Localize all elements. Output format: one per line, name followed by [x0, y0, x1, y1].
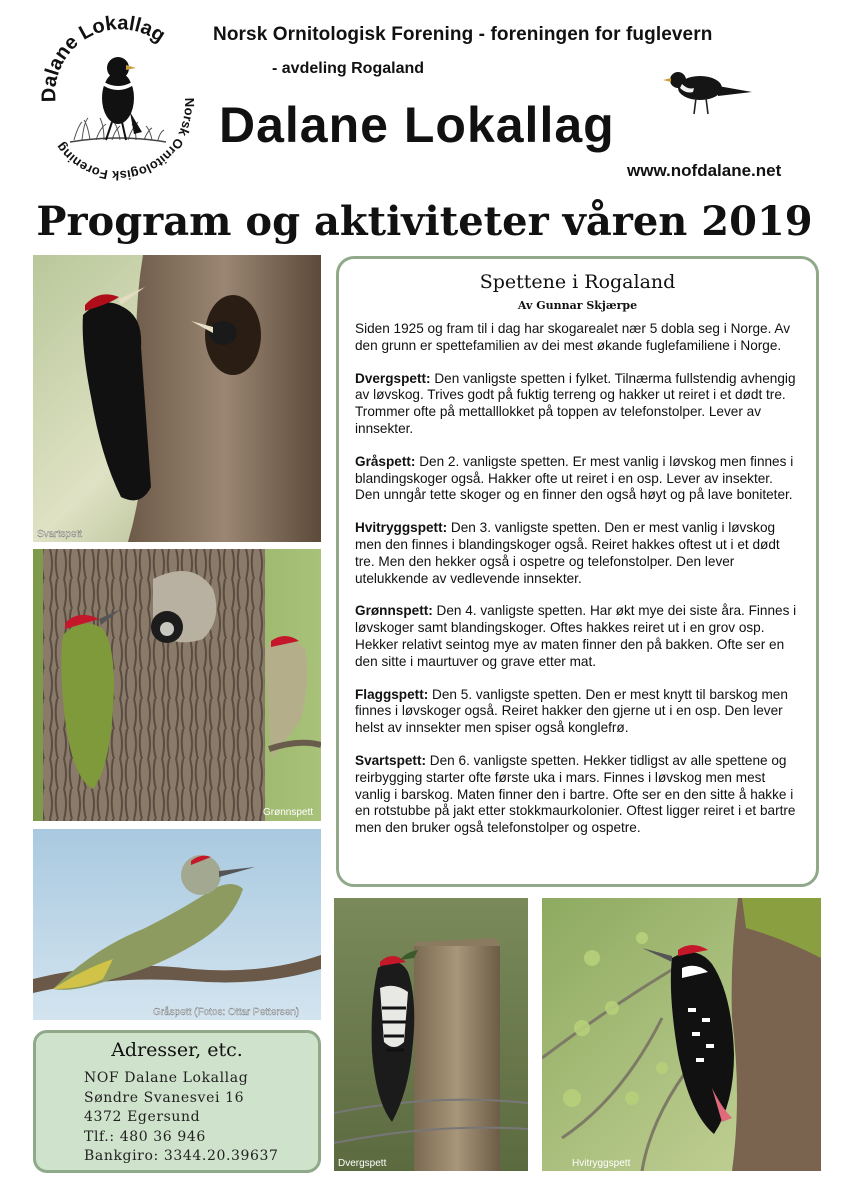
- address-line: Søndre Svanesvei 16: [84, 1089, 245, 1106]
- caption-gronnspett: Grønnspett: [263, 807, 314, 818]
- section-name: Gråspett:: [355, 453, 416, 469]
- article-section: [355, 371, 800, 438]
- section-name: Flaggspett:: [355, 686, 429, 702]
- photo-graspett: [33, 829, 321, 1020]
- logo: [34, 12, 204, 192]
- section-name: Grønnspett:: [355, 603, 433, 619]
- website-link[interactable]: www.nofdalane.net: [627, 161, 782, 180]
- caption-svartspett: Svartspett: [37, 529, 83, 540]
- logo-arc-top: Dalane Lokallag: [38, 12, 170, 103]
- address-title: Adresser, etc.: [111, 1039, 243, 1061]
- address-box: [33, 1030, 321, 1173]
- address-line: 4372 Egersund: [84, 1109, 201, 1125]
- caption-dvergspett: Dvergspett: [338, 1158, 387, 1169]
- caption-graspett: Gråspett (Fotos: Ottar Pettersen): [153, 1007, 300, 1018]
- section-name: Svartspett:: [355, 752, 427, 768]
- article-section: [355, 454, 800, 504]
- program-title: Program og aktiviteter våren 2019: [36, 198, 813, 245]
- photo-dvergspett: [334, 898, 528, 1171]
- photo-svartspett: [33, 255, 321, 542]
- bank-account: Bankgiro: 3344.20.39637: [84, 1148, 279, 1164]
- article-section: [355, 520, 800, 587]
- article-title: Spettene i Rogaland: [479, 271, 676, 293]
- article-section: [355, 687, 800, 737]
- article-box: [336, 256, 819, 887]
- section-text: Den 3. vanligste spetten. Den er mest vanlig i løvskog men den finnes i blandingskoger også. Reiret hakkes oftest ut i et dødt tre. Men den hekker også i ospetre og telefonstolper. Den lever utelukkende av vedlevende innsekter.: [355, 520, 780, 586]
- phone-number: Tlf.: 480 36 946: [84, 1128, 206, 1145]
- logo-arc-bottom: Norsk Ornitologisk Forening: [52, 97, 198, 184]
- section-text: Den 6. vanligste spetten. Hekker tidligst av alle spettene og reirbygging starter ofte første uka i mars. Finnes i løvskog men mest vanlig i barskog. Maten finner den i bartre. Ofte ser en den sitte å hakke i en rotstubbe på jakt etter stokkmaurkolonier. Oftest ligger reiret i et bartre men den bruker også telefonstolper og ospetre.: [355, 752, 796, 836]
- article-author: Av Gunnar Skjærpe: [517, 299, 638, 312]
- article-section: [355, 603, 800, 670]
- photo-gronnspett: [33, 549, 321, 821]
- caption-hvitryggspett: Hvitryggspett: [572, 1158, 631, 1169]
- address-line: NOF Dalane Lokallag: [84, 1070, 249, 1086]
- ring-ouzel-icon: [102, 57, 142, 140]
- section-text: Den vanligste spetten i fylket. Tilnærma fullstendig avhengig av løvskog. Trives godt på fuktig terreng og hakker ut reiret i et dødt tre. Trommer ofte på mettalllokket på toppen av telefonstolper. Lever av innsekter.: [355, 370, 796, 436]
- org-department: - avdeling Rogaland: [272, 60, 425, 77]
- section-text: Den 2. vanligste spetten. Er mest vanlig i løvskog men finnes i blandingskoger også. Hakker ofte ut reiret i en osp. Lever av insekter. Den unngår tette skoger og en finner den også høyt og på lave boniteter.: [355, 453, 794, 503]
- section-name: Hvitryggspett:: [355, 520, 448, 536]
- ring-ouzel-icon: [662, 60, 754, 122]
- article-section: [355, 753, 800, 837]
- org-name: Norsk Ornitologisk Forening - foreningen for fuglevern: [213, 24, 713, 45]
- article-intro: Siden 1925 og fram til i dag har skogarealet nær 5 dobla seg i Norge. Av den grunn er spettefamilien av dei mest økande fuglefamiliene i Norge.: [355, 321, 791, 353]
- section-name: Dvergspett:: [355, 370, 431, 386]
- photo-hvitryggspett: [542, 898, 821, 1171]
- page-title: Dalane Lokallag: [219, 97, 615, 153]
- section-text: Den 5. vanligste spetten. Den er mest knytt til barskog men finnes i løvskoger også. Reiret hakker den gjerne ut i en osp. Den lever helst av innsekter men spiser også konglefrø.: [355, 686, 788, 736]
- section-text: Den 4. vanligste spetten. Har økt mye dei siste åra. Finnes i løvskoger samt blandingskoger. Oftes hakkes reiret ut i en grov osp. Hekker relativt seintog mye av maten finner den på bakken. Ofte ser en den sitte i maurtuver og grave etter mat.: [355, 603, 797, 669]
